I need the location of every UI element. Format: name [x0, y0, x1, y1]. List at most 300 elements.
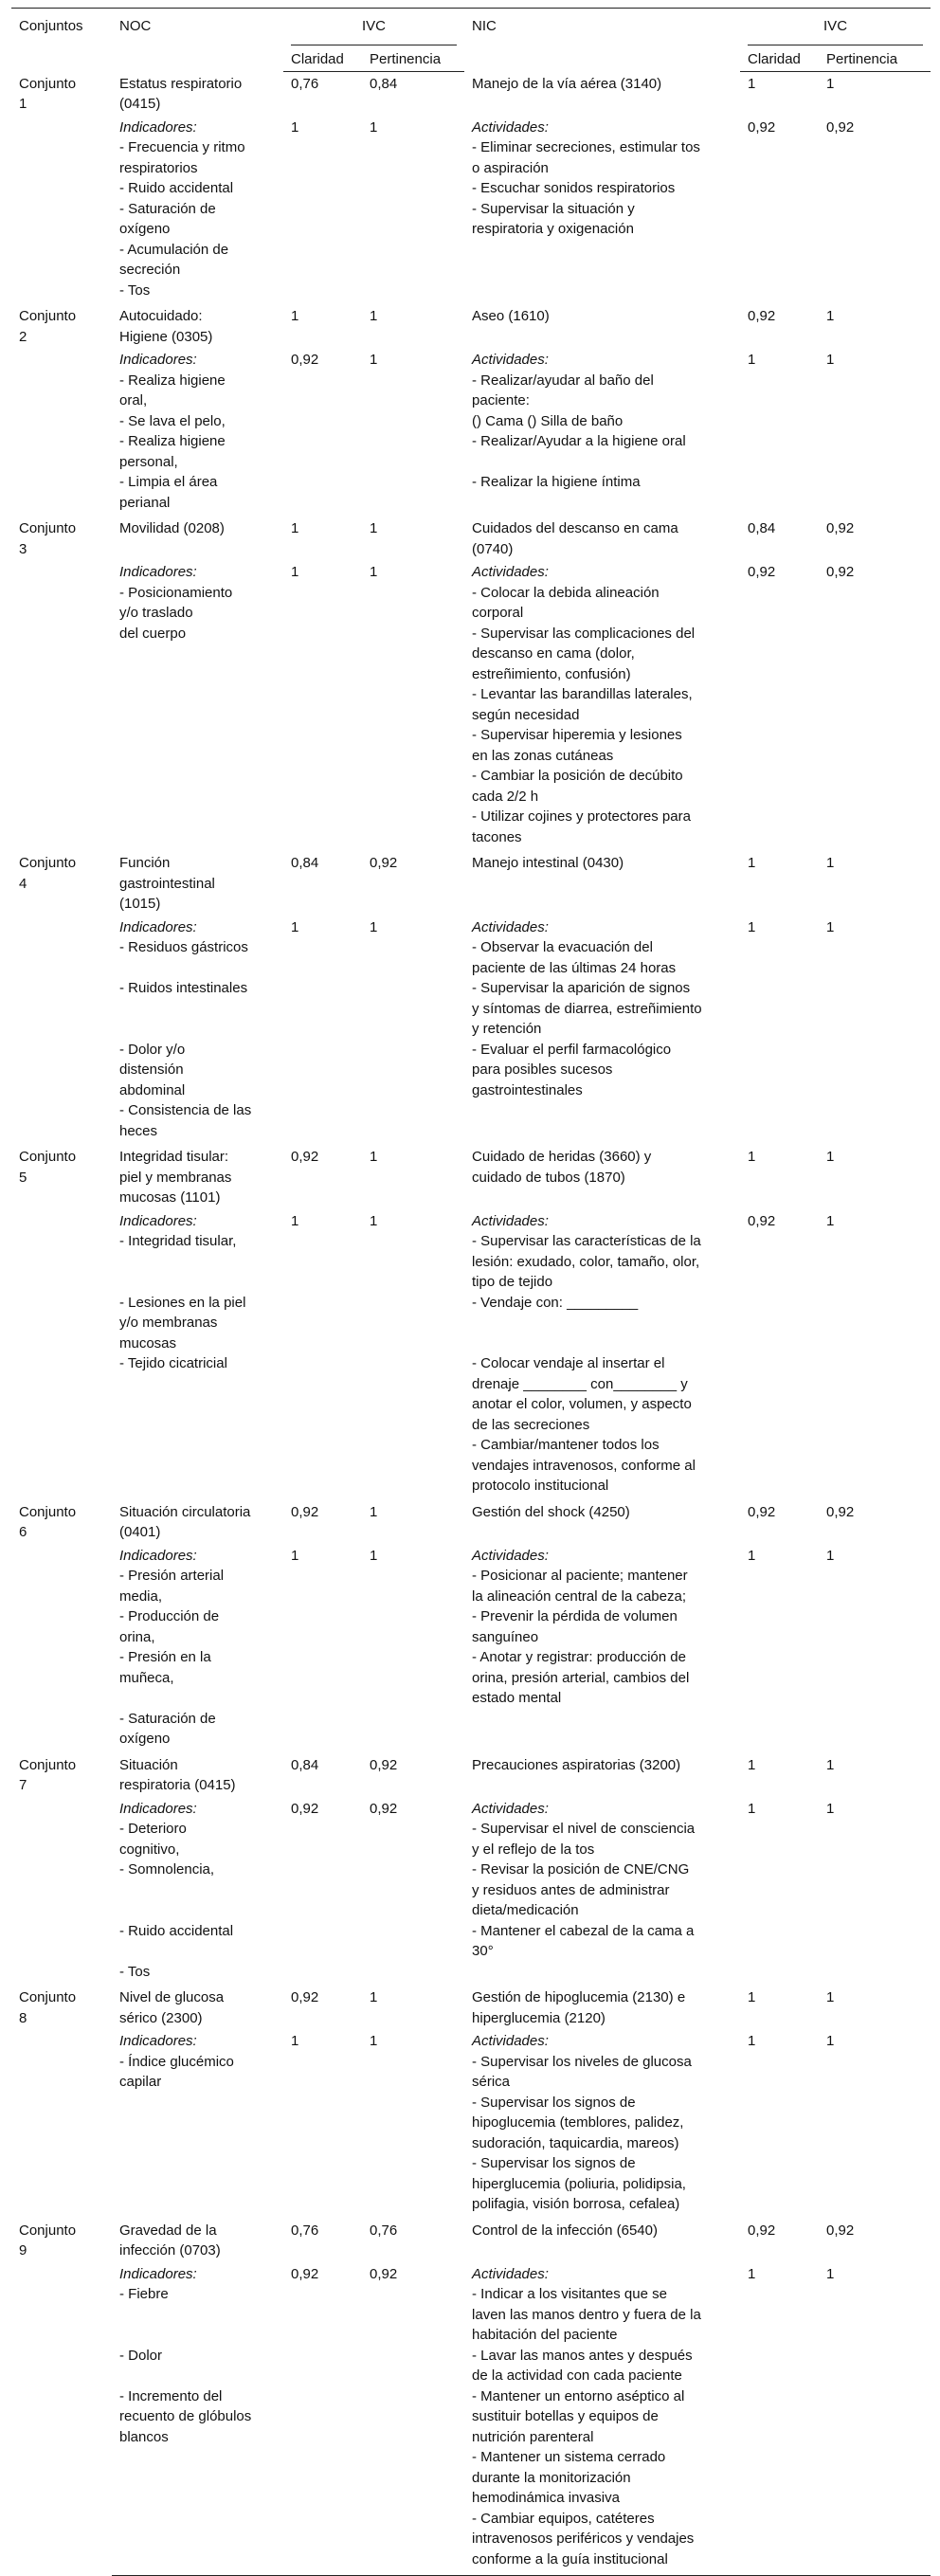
noc-indicador-line: - Limpia el área [119, 474, 218, 490]
noc-indicador-line: secreción [119, 262, 181, 278]
nic-actividad-line: - Revisar la posición de CNE/CNG [472, 1861, 690, 1878]
noc-title-line: (0401) [119, 1524, 161, 1540]
noc-indicador-line: respiratorios [119, 159, 198, 176]
nic-title-line: Manejo intestinal (0430) [472, 855, 624, 871]
nic-actividad-line: - Levantar las barandillas laterales, [472, 686, 693, 702]
noc-title-line: Autocuidado: [119, 308, 203, 324]
noc-indicadores-cell [112, 1797, 283, 1986]
nic-title-line: Cuidado de heridas (3660) y [472, 1149, 652, 1165]
noc-indicador-line: oxígeno [119, 1731, 171, 1747]
nic-actividades-cell [464, 1209, 740, 1500]
noc-indicador-line: - Dolor y/o [119, 1041, 186, 1058]
noc-indicadores-cell [112, 2029, 283, 2219]
noc-title-line: (1015) [119, 896, 161, 912]
noc-title-line: Movilidad (0208) [119, 520, 225, 536]
table-row [11, 2029, 931, 2219]
indicadores-claridad-value: 0,92 [291, 352, 319, 368]
nic-actividad-label: Actividades: [472, 1800, 549, 1817]
noc-indicador-line: - Ruido accidental [119, 1922, 234, 1939]
noc-indicador-line: y/o traslado [119, 605, 193, 621]
noc-claridad-value: 0,84 [291, 1756, 319, 1773]
conjunto-line: 9 [19, 2242, 27, 2259]
header-nic: NIC [464, 9, 740, 72]
nic-actividad-line: paciente de las últimas 24 horas [472, 959, 677, 976]
nic-actividad-line: cada 2/2 h [472, 788, 539, 805]
nic-actividad-line: - Realizar/Ayudar a la higiene oral [472, 433, 686, 449]
nic-actividad-label: Actividades: [472, 118, 549, 136]
noc-indicador-line [119, 2325, 276, 2346]
table-row [11, 916, 931, 1146]
indicadores-claridad-value: 1 [291, 118, 299, 136]
noc-indicadores-cell [112, 916, 283, 1146]
nic-actividad-line: - Supervisar los niveles de glucosa [472, 2053, 692, 2070]
table-row [11, 116, 931, 305]
nic-actividad-line: - Posicionar al paciente; mantener [472, 1568, 688, 1584]
actividades-pertinencia-value: 0,92 [826, 564, 855, 580]
noc-indicador-line: oral, [119, 392, 148, 408]
nic-title-cell [464, 1145, 740, 1209]
noc-indicador-line: - Fiebre [119, 2286, 169, 2302]
nic-actividad-line: orina, presión arterial, cambios del [472, 1669, 690, 1686]
conjunto-line: Conjunto [19, 2222, 77, 2239]
noc-title-line: Situación circulatoria [119, 1503, 251, 1520]
conjunto-line: Conjunto [19, 520, 77, 536]
nic-title-line: Precauciones aspiratorias (3200) [472, 1756, 681, 1773]
nic-actividad-line: - Evaluar el perfil farmacológico [472, 1041, 672, 1058]
actividades-pertinencia-value: 1 [826, 1212, 835, 1229]
nic-actividad-line: estreñimiento, confusión) [472, 665, 631, 682]
noc-title-cell [112, 2219, 283, 2262]
nic-actividad-line: tacones [472, 828, 522, 845]
noc-title-line: sérico (2300) [119, 2009, 203, 2026]
nic-actividad-line: - Colocar la debida alineación [472, 584, 660, 601]
nic-actividad-line: () Cama () Silla de baño [472, 412, 624, 429]
conjunto-line: 2 [19, 328, 27, 345]
noc-title-line: Higiene (0305) [119, 328, 213, 345]
nic-title-cell [464, 2219, 740, 2262]
nic-claridad-value: 1 [748, 1149, 756, 1165]
noc-indicador-line: - Tos [119, 281, 151, 299]
noc-indicador-label: Indicadores: [119, 2265, 197, 2282]
noc-claridad-value: 0,84 [291, 855, 319, 871]
noc-indicador-label: Indicadores: [119, 1212, 197, 1229]
indicadores-claridad-value: 1 [291, 1547, 299, 1564]
table-row [11, 560, 931, 851]
indicadores-pertinencia-value: 1 [370, 1547, 378, 1564]
nic-title-line: Gestión del shock (4250) [472, 1503, 630, 1520]
table-row [11, 1209, 931, 1500]
noc-claridad-value: 0,76 [291, 76, 319, 92]
noc-title-line: Estatus respiratorio [119, 75, 243, 92]
indicadores-pertinencia-value: 1 [370, 1212, 378, 1229]
noc-title-line: mucosas (1101) [119, 1189, 221, 1206]
nic-actividad-line: sanguíneo [472, 1628, 539, 1645]
noc-pertinencia-value: 1 [370, 308, 378, 324]
nic-claridad-value: 0,92 [748, 1503, 776, 1520]
noc-indicador-line: recuento de glóbulos [119, 2408, 252, 2424]
conjunto-cell [11, 1145, 112, 1500]
conjunto-line: Conjunto [19, 1989, 77, 2005]
noc-title-cell [112, 304, 283, 348]
nic-actividad-line: gastrointestinales [472, 1081, 583, 1098]
noc-indicador-line: - Realiza higiene [119, 433, 226, 449]
nic-actividad-line: sérica [472, 2074, 511, 2090]
noc-indicadores-cell [112, 116, 283, 305]
noc-indicador-line [119, 999, 276, 1020]
nic-actividad-line: - Colocar vendaje al insertar el [472, 1355, 665, 1371]
noc-indicador-line: mucosas [119, 1334, 177, 1351]
actividades-claridad-value: 1 [748, 1800, 756, 1817]
header-ivc-noc: IVC [283, 9, 464, 45]
table-row [11, 2219, 931, 2262]
indicadores-pertinencia-value: 1 [370, 564, 378, 580]
nic-actividad-line: laven las manos dentro y fuera de la [472, 2306, 701, 2323]
nic-actividad-line: conforme a la guía institucional [472, 2550, 668, 2567]
noc-indicador-line: y/o membranas [119, 1315, 218, 1331]
actividades-pertinencia-value: 1 [826, 1800, 835, 1817]
nic-actividad-line: y el reflejo de la tos [472, 1841, 595, 1858]
nic-actividad-line: - Supervisar hiperemia y lesiones [472, 727, 682, 743]
nic-actividad-line: paciente: [472, 392, 530, 408]
nic-actividad-line: o aspiración [472, 159, 549, 176]
nic-actividad-line: intravenosos periféricos y vendajes [472, 2531, 695, 2547]
nic-actividad-line: hemodinámica invasiva [472, 2490, 620, 2506]
nic-title-line: Cuidados del descanso en cama [472, 520, 678, 536]
nic-claridad-value: 0,84 [748, 520, 776, 536]
noc-claridad-value: 1 [291, 520, 299, 536]
noc-indicador-line: - Realiza higiene [119, 372, 226, 389]
conjunto-line: 6 [19, 1524, 27, 1540]
nic-actividad-line: 30° [472, 1943, 494, 1959]
conjunto-line: Conjunto [19, 1756, 77, 1773]
table-row [11, 72, 931, 116]
nic-actividad-line: - Mantener un sistema cerrado [472, 2449, 666, 2465]
nic-actividad-line: - Realizar/ayudar al baño del [472, 372, 654, 389]
nic-actividad-line: - Supervisar la aparición de signos [472, 980, 691, 996]
noc-claridad-value: 1 [291, 308, 299, 324]
nic-actividad-line [472, 452, 732, 473]
actividades-claridad-value: 0,92 [748, 118, 776, 136]
noc-indicador-line: media, [119, 1587, 163, 1605]
table-row [11, 348, 931, 517]
noc-claridad-value: 0,92 [291, 1149, 319, 1165]
nic-actividad-line: sudoración, taquicardia, mareos) [472, 2134, 679, 2151]
nic-actividad-line: nutrición parenteral [472, 2428, 594, 2445]
noc-indicador-line: - Presión arterial [119, 1568, 225, 1584]
nic-actividad-line: - Mantener un entorno aséptico al [472, 2387, 685, 2404]
nic-actividad-line: - Escuchar sonidos respiratorios [472, 180, 676, 196]
table-row [11, 1986, 931, 2029]
noc-indicador-line: - Producción de [119, 1608, 220, 1624]
nic-actividad-label: Actividades: [472, 1547, 549, 1564]
nic-claridad-value: 1 [748, 855, 756, 871]
nic-actividades-cell [464, 2262, 740, 2576]
noc-nic-table [11, 8, 931, 2576]
nic-actividad-line: - Indicar a los visitantes que se [472, 2286, 667, 2302]
actividades-claridad-value: 0,92 [748, 564, 776, 580]
nic-actividad-line: anotar el color, volumen, y aspecto [472, 1396, 692, 1412]
noc-indicador-line [119, 958, 276, 979]
nic-actividad-line: - Vendaje con: _________ [472, 1294, 639, 1311]
noc-claridad-value: 0,92 [291, 1503, 319, 1520]
noc-indicador-line [119, 2305, 276, 2326]
nic-actividad-line: respiratoria y oxigenación [472, 221, 634, 237]
nic-actividad-line: - Anotar y registrar: producción de [472, 1649, 686, 1665]
noc-indicador-line [119, 1941, 276, 1962]
nic-actividad-line: de la actividad con cada paciente [472, 2367, 682, 2384]
table-row [11, 1500, 931, 1544]
header-claridad-nic: Claridad [740, 45, 819, 72]
noc-title-line: Gravedad de la [119, 2222, 217, 2239]
noc-indicador-line: - Presión en la [119, 1649, 211, 1665]
indicadores-pertinencia-value: 1 [370, 118, 378, 136]
noc-title-cell [112, 72, 283, 116]
noc-title-cell [112, 851, 283, 916]
noc-title-line: Función [119, 855, 171, 871]
noc-indicador-label: Indicadores: [119, 918, 197, 935]
nic-actividad-line: dieta/medicación [472, 1902, 579, 1918]
nic-actividad-label: Actividades: [472, 2265, 549, 2282]
nic-actividad-line: según necesidad [472, 706, 580, 723]
conjunto-cell [11, 304, 112, 517]
actividades-pertinencia-value: 1 [826, 918, 835, 935]
nic-actividad-line: - Supervisar los signos de [472, 2155, 636, 2171]
nic-actividad-line: drenaje ________ con________ y [472, 1375, 688, 1392]
conjunto-cell [11, 2219, 112, 2576]
table-row [11, 851, 931, 916]
nic-actividad-line: - Mantener el cabezal de la cama a [472, 1922, 695, 1939]
nic-actividades-cell [464, 116, 740, 305]
noc-indicador-line [119, 1252, 276, 1273]
nic-actividad-line: polifagia, visión borrosa, cefalea) [472, 2196, 680, 2212]
noc-indicadores-cell [112, 2262, 283, 2576]
noc-indicador-line: del cuerpo [119, 625, 187, 642]
header-claridad-noc: Claridad [283, 45, 362, 72]
noc-claridad-value: 0,92 [291, 1989, 319, 2005]
header-conjuntos: Conjuntos [11, 9, 112, 72]
noc-indicador-line [119, 1880, 276, 1901]
conjunto-line: 4 [19, 875, 27, 892]
nic-actividad-label: Actividades: [472, 1212, 549, 1229]
nic-actividad-line: - Supervisar la situación y [472, 200, 635, 217]
nic-claridad-value: 1 [748, 1756, 756, 1773]
indicadores-claridad-value: 0,92 [283, 2262, 362, 2576]
nic-title-line: Gestión de hipoglucemia (2130) e [472, 1989, 686, 2005]
nic-actividad-line: - Cambiar equipos, catéteres [472, 2510, 655, 2527]
nic-actividad-line: en las zonas cutáneas [472, 747, 614, 764]
noc-indicador-line: perianal [119, 494, 171, 511]
noc-indicador-line [119, 2366, 276, 2386]
nic-actividad-line [472, 1313, 732, 1333]
noc-indicador-line: orina, [119, 1628, 155, 1645]
noc-indicador-line: - Ruido accidental [119, 180, 234, 196]
conjunto-cell [11, 851, 112, 1145]
nic-actividad-label: Actividades: [472, 2033, 549, 2049]
noc-indicador-line: - Integridad tisular, [119, 1233, 237, 1249]
noc-indicadores-cell [112, 560, 283, 851]
noc-indicador-line: - Ruidos intestinales [119, 980, 248, 996]
nic-actividades-cell [464, 1797, 740, 1986]
noc-title-line: piel y membranas [119, 1169, 232, 1186]
nic-pertinencia-value: 1 [826, 308, 835, 324]
conjunto-line: 7 [19, 1777, 27, 1793]
noc-indicador-line: - Incremento del [119, 2387, 223, 2404]
noc-indicadores-cell [112, 348, 283, 517]
indicadores-claridad-value: 1 [291, 918, 299, 935]
nic-title-line: Manejo de la vía aérea (3140) [472, 75, 662, 92]
noc-indicador-label: Indicadores: [119, 1547, 197, 1564]
indicadores-claridad-value: 1 [291, 564, 299, 580]
noc-indicador-line: - Consistencia de las [119, 1102, 252, 1118]
noc-pertinencia-value: 0,84 [370, 76, 398, 92]
nic-title-line: Control de la infección (6540) [472, 2222, 658, 2239]
nic-actividad-line: y retención [472, 1021, 542, 1037]
conjunto-cell [11, 72, 112, 305]
nic-actividad-line: para posibles sucesos [472, 1061, 613, 1078]
actividades-claridad-value: 1 [748, 918, 756, 935]
noc-indicador-line: - Lesiones en la piel [119, 1294, 246, 1311]
nic-claridad-value: 0,92 [748, 308, 776, 324]
nic-actividad-line: y síntomas de diarrea, estreñimiento [472, 1000, 702, 1017]
nic-actividad-line: - Supervisar el nivel de consciencia [472, 1821, 696, 1837]
nic-actividad-line: lesión: exudado, color, tamaño, olor, [472, 1253, 700, 1270]
actividades-pertinencia-value: 1 [826, 2033, 835, 2049]
nic-actividad-line: vendajes intravenosos, conforme al [472, 1457, 696, 1474]
noc-indicador-line: personal, [119, 453, 178, 470]
nic-actividades-cell [464, 916, 740, 1146]
table-row [11, 1145, 931, 1209]
noc-title-line: Situación [119, 1756, 178, 1773]
nic-actividad-line: sustituir botellas y equipos de [472, 2408, 659, 2424]
nic-title-cell [464, 1753, 740, 1797]
indicadores-pertinencia-value: 0,92 [370, 1800, 398, 1817]
noc-title-line: infección (0703) [119, 2242, 221, 2259]
nic-actividad-line: habitación del paciente [472, 2327, 618, 2343]
nic-title-line: Aseo (1610) [472, 308, 550, 324]
noc-indicador-label: Indicadores: [119, 564, 197, 580]
nic-actividad-line: - Utilizar cojines y protectores para [472, 808, 691, 825]
noc-title-line: gastrointestinal [119, 875, 215, 892]
conjunto-line: 8 [19, 2009, 27, 2026]
nic-actividad-label: Actividades: [472, 352, 549, 368]
conjunto-line: Conjunto [19, 308, 77, 324]
noc-title-cell [112, 1753, 283, 1797]
header-noc: NOC [112, 9, 283, 72]
nic-pertinencia-value: 0,92 [826, 520, 855, 536]
nic-actividades-cell [464, 2029, 740, 2219]
nic-actividad-line: - Cambiar/mantener todos los [472, 1437, 660, 1453]
nic-actividades-cell [464, 348, 740, 517]
actividades-pertinencia-value: 0,92 [826, 118, 855, 136]
header-ivc-nic: IVC [740, 9, 931, 45]
nic-claridad-value: 0,92 [748, 2222, 776, 2239]
nic-actividad-line: la alineación central de la cabeza; [472, 1587, 686, 1605]
nic-claridad-value: 1 [748, 76, 756, 92]
nic-title-cell [464, 72, 740, 116]
table-row [11, 1753, 931, 1797]
nic-pertinencia-value: 0,92 [826, 1503, 855, 1520]
table-row [11, 304, 931, 348]
nic-actividad-line: - Prevenir la pérdida de volumen [472, 1608, 678, 1624]
noc-title-line: Integridad tisular: [119, 1149, 229, 1165]
nic-title-cell [464, 517, 740, 560]
indicadores-pertinencia-value: 0,92 [362, 2262, 464, 2576]
nic-pertinencia-value: 1 [826, 76, 835, 92]
indicadores-claridad-value: 1 [291, 2033, 299, 2049]
noc-indicador-line: - Tejido cicatricial [119, 1355, 227, 1371]
noc-pertinencia-value: 1 [370, 520, 378, 536]
nic-title-cell [464, 851, 740, 916]
nic-actividad-line: hipoglucemia (temblores, palidez, [472, 2114, 684, 2131]
conjunto-line: Conjunto [19, 855, 77, 871]
nic-pertinencia-value: 1 [826, 1756, 835, 1773]
noc-pertinencia-value: 1 [370, 1989, 378, 2005]
noc-title-line: Nivel de glucosa [119, 1989, 225, 2005]
noc-indicadores-cell [112, 1209, 283, 1500]
conjunto-line: 1 [19, 96, 27, 112]
noc-title-cell [112, 517, 283, 560]
actividades-pertinencia-value: 1 [819, 2262, 931, 2576]
nic-title-cell [464, 1986, 740, 2029]
indicadores-pertinencia-value: 1 [370, 352, 378, 368]
actividades-pertinencia-value: 1 [826, 352, 835, 368]
conjunto-cell [11, 1753, 112, 1986]
nic-actividad-line: corporal [472, 605, 524, 621]
nic-actividad-line: - Supervisar los signos de [472, 2094, 636, 2111]
conjunto-line: Conjunto [19, 1503, 77, 1520]
noc-pertinencia-value: 1 [370, 1149, 378, 1165]
noc-indicadores-cell [112, 1544, 283, 1753]
noc-indicador-line: blancos [119, 2428, 169, 2445]
noc-indicador-line [119, 1688, 276, 1709]
noc-indicador-line: capilar [119, 2074, 162, 2090]
noc-indicador-line: - Tos [119, 1963, 151, 1980]
nic-actividad-line: hiperglucemia (poliuria, polidipsia, [472, 2175, 686, 2192]
actividades-claridad-value: 1 [748, 1547, 756, 1564]
nic-actividad-label: Actividades: [472, 918, 549, 935]
nic-actividad-line: - Realizar la higiene íntima [472, 474, 641, 490]
noc-indicador-line: oxígeno [119, 221, 171, 237]
indicadores-pertinencia-value: 1 [370, 2033, 378, 2049]
conjunto-line: 3 [19, 540, 27, 557]
noc-indicador-line: - Frecuencia y ritmo [119, 139, 245, 155]
noc-indicador-line: muñeca, [119, 1669, 174, 1686]
actividades-pertinencia-value: 1 [826, 1547, 835, 1564]
nic-actividades-cell [464, 560, 740, 851]
nic-title-line: hiperglucemia (2120) [472, 2009, 606, 2026]
noc-pertinencia-value: 1 [370, 1503, 378, 1520]
noc-indicador-line [119, 1019, 276, 1040]
noc-indicador-line [119, 1900, 276, 1921]
nic-actividad-line [472, 1333, 732, 1354]
noc-title-line: (0415) [119, 96, 161, 112]
actividades-claridad-value: 0,92 [748, 1212, 776, 1229]
nic-pertinencia-value: 1 [826, 1149, 835, 1165]
nic-actividad-line: protocolo institucional [472, 1478, 609, 1494]
noc-title-cell [112, 1986, 283, 2029]
noc-indicador-line: - Residuos gástricos [119, 939, 248, 955]
noc-indicador-line: - Saturación de [119, 200, 216, 217]
nic-actividades-cell [464, 1544, 740, 1753]
noc-pertinencia-value: 0,92 [370, 855, 398, 871]
table-row [11, 2262, 931, 2576]
nic-actividad-line: y residuos antes de administrar [472, 1881, 670, 1898]
noc-indicador-line: - Dolor [119, 2347, 163, 2364]
noc-title-line: respiratoria (0415) [119, 1777, 236, 1793]
nic-actividad-line: estado mental [472, 1690, 562, 1706]
noc-pertinencia-value: 0,76 [370, 2222, 398, 2239]
nic-actividad-line: - Cambiar la posición de decúbito [472, 768, 683, 784]
